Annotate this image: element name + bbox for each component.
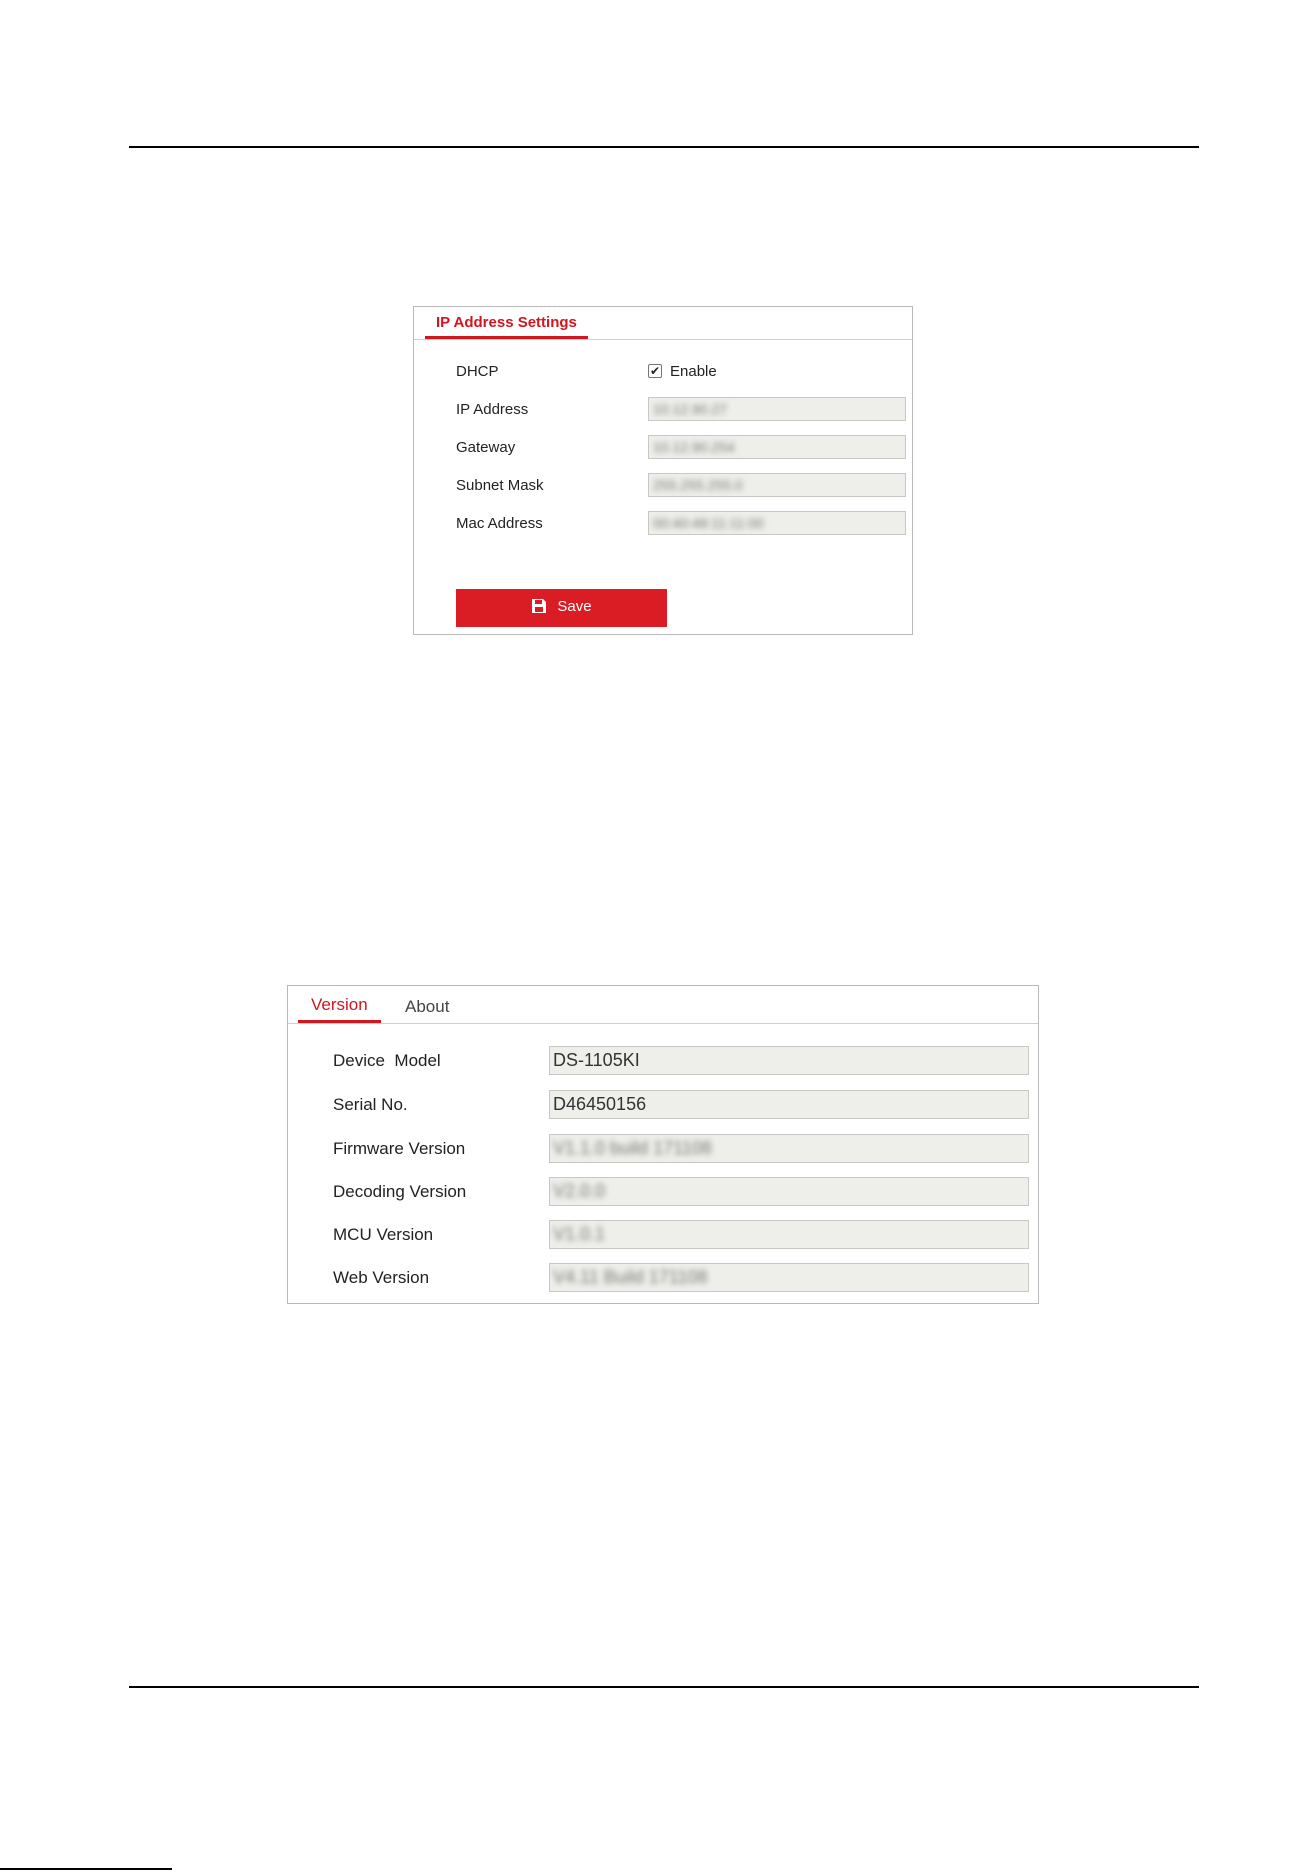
subnet-mask-label: Subnet Mask	[456, 477, 544, 494]
subnet-mask-value: 255.255.255.0	[653, 477, 743, 493]
serial-no-field	[549, 1090, 1029, 1119]
firmware-version-value: V1.1.0 build 171108	[553, 1138, 712, 1158]
mcu-version-value: V1.0.1	[553, 1224, 606, 1244]
ip-address-field[interactable]	[648, 397, 906, 421]
mcu-version-row	[333, 1220, 1028, 1250]
firmware-version-label: Firmware Version	[333, 1139, 466, 1158]
save-button-label: Save	[557, 597, 592, 615]
web-version-field	[549, 1263, 1029, 1292]
serial-no-value: D46450156	[553, 1094, 647, 1114]
decoding-version-value: V2.0.0	[553, 1181, 606, 1201]
mcu-version-field	[549, 1220, 1029, 1249]
dhcp-enable-label: Enable	[670, 363, 717, 380]
ip-address-row	[456, 397, 904, 423]
dhcp-row	[456, 359, 904, 385]
firmware-version-field	[549, 1134, 1029, 1163]
mcu-version-label: MCU Version	[333, 1225, 434, 1244]
decoding-version-field	[549, 1177, 1029, 1206]
tab-about[interactable]: About	[405, 997, 450, 1016]
device-model-field	[549, 1046, 1029, 1075]
subnet-mask-row	[456, 473, 904, 499]
gateway-field[interactable]	[648, 435, 906, 459]
gateway-value: 10.12.90.254	[653, 439, 735, 455]
ip-tab-bar	[414, 307, 912, 340]
web-version-row	[333, 1263, 1028, 1293]
mac-address-field[interactable]	[648, 511, 906, 535]
save-button[interactable]	[456, 589, 667, 627]
version-panel	[287, 985, 1039, 1304]
gateway-label: Gateway	[456, 439, 516, 456]
dhcp-enable-checkbox[interactable]: ✔	[649, 364, 661, 378]
serial-no-row	[333, 1090, 1028, 1120]
bottom-divider	[129, 1686, 1199, 1688]
device-model-label: Device Model	[333, 1051, 441, 1070]
save-icon	[531, 598, 547, 614]
decoding-version-label: Decoding Version	[333, 1182, 467, 1201]
ip-address-settings-panel	[413, 306, 913, 635]
save-button-content	[531, 598, 591, 615]
top-divider	[129, 146, 1199, 148]
device-model-row	[333, 1046, 1028, 1076]
mac-address-row	[456, 511, 904, 537]
tab-version[interactable]: Version	[298, 995, 381, 1023]
mac-address-value: 00:40:48:11:11:00	[653, 515, 764, 531]
device-model-value: DS-1105KI	[553, 1050, 640, 1070]
firmware-version-row	[333, 1134, 1028, 1164]
mac-address-label: Mac Address	[456, 515, 543, 532]
serial-no-label: Serial No.	[333, 1095, 408, 1114]
web-version-value: V4.11 Build 171108	[553, 1267, 708, 1287]
decoding-version-row	[333, 1177, 1028, 1207]
version-tab-bar	[288, 986, 1038, 1024]
dhcp-label: DHCP	[456, 363, 499, 380]
ip-address-label: IP Address	[456, 401, 529, 418]
gateway-row	[456, 435, 904, 461]
tab-ip-address-settings[interactable]: IP Address Settings	[425, 313, 588, 339]
ip-address-value: 10.12.90.27	[653, 401, 727, 417]
footer-divider	[0, 1868, 172, 1870]
web-version-label: Web Version	[333, 1268, 430, 1287]
subnet-mask-field[interactable]	[648, 473, 906, 497]
